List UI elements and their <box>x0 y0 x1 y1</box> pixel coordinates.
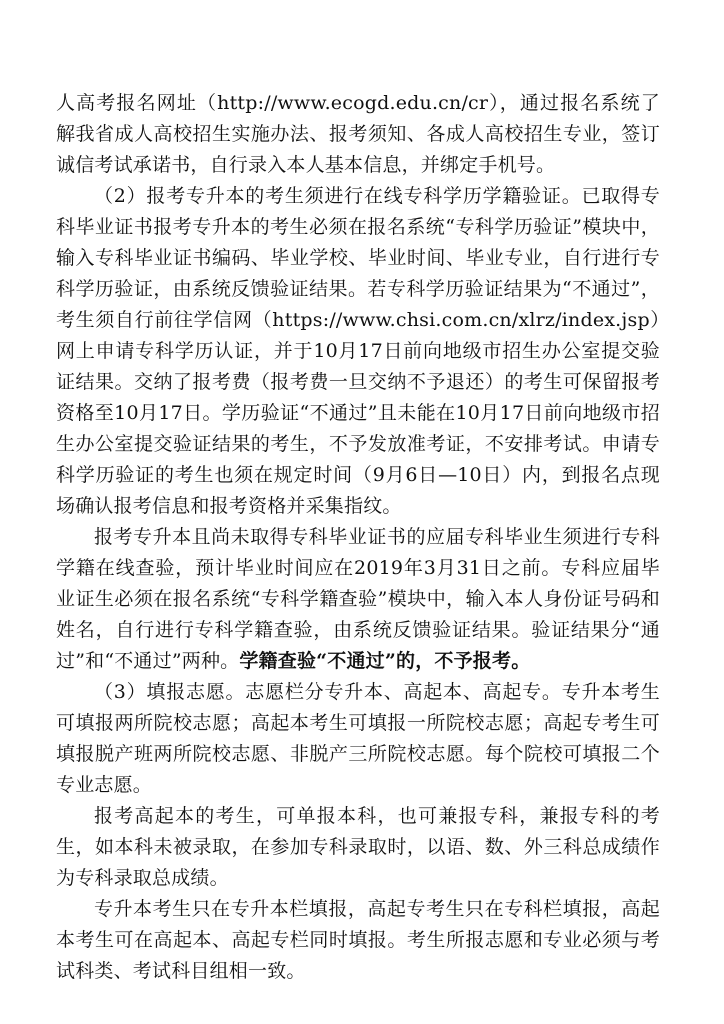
paragraph-fill-preferences: （3）填报志愿。志愿栏分专升本、高起本、高起专。专升本考生可填报两所院校志愿；高起本考生可填报一所院校志愿；高起专考生可填报脱产班两所院校志愿、非脱产三所院校志愿。每个院校可填报二个专业志愿。 <box>56 681 660 796</box>
paragraph-enrollment-check <box>56 522 660 677</box>
paragraph-gaoqiben-rules: 报考高起本的考生，可单报本科，也可兼报专科，兼报专科的考生，如本科未被录取，在参加专科录取时，以语、数、外三科总成绩作为专科录取总成绩。 <box>56 805 660 889</box>
enrollment-check-text: 报考专升本且尚未取得专科毕业证书的应届专科毕业生须进行专科学籍在线查验，预计毕业时间应在2019年3月31日之前。专科应届毕业证生必须在报名系统“专科学籍查验”模块中，输入本人身份证号码和姓名，自行进行专科学籍查验，由系统反馈验证结果。验证结果分“通过”和“不通过”两种。 <box>56 526 660 672</box>
paragraph-registration-url: 人高考报名网址（http://www.ecogd.edu.cn/cr），通过报名系统了解我省成人高校招生实施办法、报考须知、各成人高校招生专业，签订诚信考试承诺书，自行录入本人基本信息，并绑定手机号。 <box>56 92 660 176</box>
paragraph-diploma-verification: （2）报考专升本的考生须进行在线专科学历学籍验证。已取得专科毕业证书报考专升本的考生必须在报名系统“专科学历验证”模块中，输入专科毕业证书编码、毕业学校、毕业时间、毕业专业，自行进行专科学历验证，由系统反馈验证结果。若专科学历验证结果为“不通过”，考生须自行前往学信网（https://www.chsi.com.cn/xlrz/index.jsp）网上申请专科学历认证，并于10月17日前向地级市招生办公室提交验证结果。交纳了报考费（报考费一旦交纳不予退还）的考生可保留报考资格至10月17日。学历验证“不通过”且未能在10月17日前向地级市招生办公室提交验证结果的考生，不予发放准考证，不安排考试。申请专科学历验证的考生也须在规定时间（9月6日—10日）内，到报名点现场确认报考信息和报考资格并采集指纹。 <box>56 185 660 517</box>
enrollment-check-warning: 学籍查验“不通过”的，不予报考。 <box>239 650 531 672</box>
document-body <box>56 88 660 987</box>
paragraph-column-rules: 专升本考生只在专升本栏填报，高起专考生只在专科栏填报，高起本考生可在高起本、高起专栏同时填报。考生所报志愿和专业必须与考试科类、考试科目组相一致。 <box>56 898 660 982</box>
